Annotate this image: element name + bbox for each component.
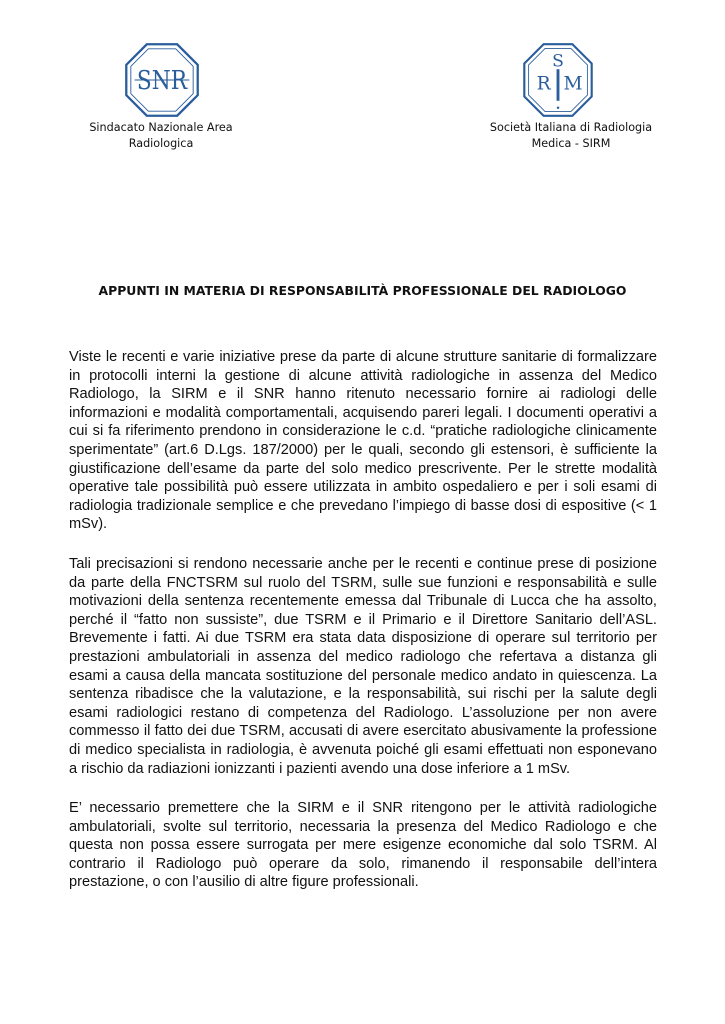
snr-caption xyxy=(76,120,246,152)
sirm-logo-icon xyxy=(522,42,594,118)
paragraph-text: E’ necessario premettere che la SIRM e il SNR ritengono per le attività radiologiche ambulatoriali, svolte sul territorio, necessaria la presenza del Medico Radiologo e che questa non possa essere surrogata per mere esigenze economiche dal solo TSRM. Al contrario il Radiologo può operare da solo, rimanendo il responsabile dell’intera prestazione, o con l’ausilio di altre figure professionali. xyxy=(69,800,657,891)
paragraph-3 xyxy=(69,799,657,892)
paragraph-2 xyxy=(69,555,657,778)
svg-text:R: R xyxy=(536,73,551,95)
paragraph-text: Tali precisazioni si rendono necessarie anche per le recenti e continue prese di posizione da parte della FNCTSRM sul ruolo del TSRM, sulle sue funzioni e responsabilità e sulle motivazioni della sentenza recentemente emessa dal Tribunale di Lucca che ha assolto, perché il “fatto non sussiste”, due TSRM e il Primario e il Direttore Sanitario dell’ASL. Brevemente i fatti. Ai due TSRM era stata data disposizione di operare sul territorio per prestazioni ambulatoriali in assenza del medico radiologo che refertava a distanza gli esami a causa della mancata sostituzione del personale medico andato in quiescenza. La sentenza ribadisce che la valutazione, e la responsabilità, sui rischi per la salute degli esami radiologici restano di competenza del Radiologo. L’assoluzione per non avere commesso il fatto dei due TSRM, accusati di avere esercitato abusivamente la professione di medico specialista in radiologia, è avvenuta poiché gli esami effettuati non esponevano a rischio da radiazioni ionizzanti i pazienti avendo una dose inferiore a 1 mSv. xyxy=(69,556,657,777)
snr-caption-line2: Radiologica xyxy=(128,137,194,150)
paragraph-text: Viste le recenti e varie iniziative prese da parte di alcune strutture sanitarie di formalizzare in protocolli interni la gestione di alcune attività radiologiche in assenza del Medico Radiologo, la SIRM e il SNR hanno ritenuto necessario fornire ai radiologi delle informazioni e modalità comportamentali, acquisendo pareri legali. I documenti operativi a cui si fa riferimento prendono in considerazione le c.d. “pratiche radiologiche clinicamente sperimentate” (art.6 D.Lgs. 187/2000) per le quali, secondo gli estensori, è sufficiente la giustificazione dell’esame da parte del solo medico prescrivente. Per le strette modalità operative tale possibilità può essere utilizzata in ambito ospedaliero e per i soli esami di radiologia tradizionale semplice e che prevedano l’impiego di basse dosi di espositive (< 1 mSv). xyxy=(69,349,657,533)
snr-logo-text: SNR xyxy=(136,66,189,97)
snr-logo-icon xyxy=(124,42,200,118)
paragraph-1 xyxy=(69,348,657,534)
svg-text:M: M xyxy=(563,73,583,95)
sirm-caption-line2: Medica - SIRM xyxy=(531,137,611,150)
sirm-caption xyxy=(486,120,656,152)
document-title: APPUNTI IN MATERIA DI RESPONSABILITÀ PROFESSIONALE DEL RADIOLOGO xyxy=(98,283,627,298)
sirm-caption-line1: Società Italiana di Radiologia xyxy=(489,121,653,134)
svg-text:•: • xyxy=(555,103,561,114)
svg-text:S: S xyxy=(552,51,564,72)
snr-caption-line1: Sindacato Nazionale Area xyxy=(89,121,233,134)
